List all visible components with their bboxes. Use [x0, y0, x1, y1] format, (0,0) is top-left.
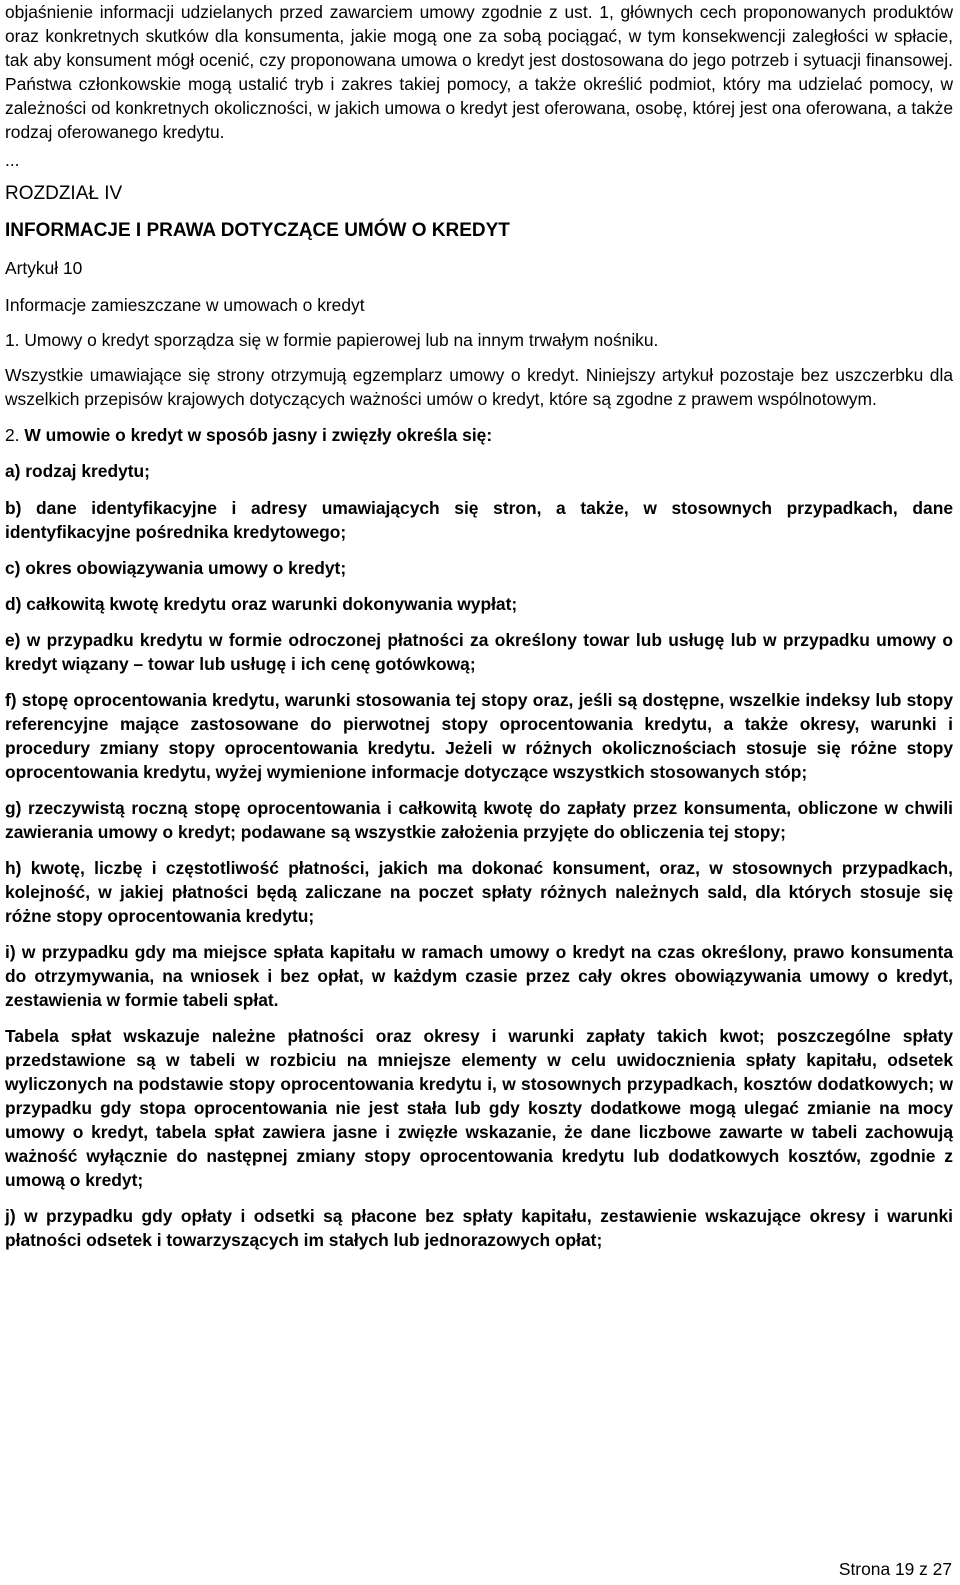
point-2	[5, 423, 953, 447]
document-page	[5, 0, 953, 1252]
item-i-table: Tabela spłat wskazuje należne płatności oraz okresy i warunki zapłaty takich kwot; poszczególne spłaty przedstawione są w tabeli w rozbiciu na mniejsze elementy w celu uwidocznienia spłaty kapitału, odsetek wyliczonych na podstawie stopy oprocentowania kredytu i, w stosownych przypadkach, kosztów dodatkowych; w przypadku gdy stopa oprocentowania nie jest stała lub gdy koszty dodatkowe mogą ulegać zmianie na mocy umowy o kredyt, tabela spłat zawiera jasne i zwięzłe wskazanie, że dane liczbowe zawarte w tabeli zachowują ważność wyłącznie do następnej zmiany stopy oprocentowania kredytu lub dodatkowych kosztów, zgodnie z umową o kredyt;	[5, 1026, 953, 1190]
point-1-continuation: Wszystkie umawiające się strony otrzymują egzemplarz umowy o kredyt. Niniejszy artykuł pozostaje bez uszczerbku dla wszelkich przepisów krajowych dotyczących ważności umów o kredyt, które są zgodne z prawem wspólnotowym.	[5, 365, 953, 409]
item-a: a) rodzaj kredytu;	[5, 461, 150, 481]
item-i: i) w przypadku gdy ma miejsce spłata kapitału w ramach umowy o kredyt na czas określony, prawo konsumenta do otrzymywania, na wniosek i bez opłat, w każdym czasie przez cały okres obowiązywania umowy o kredyt, zestawienia w formie tabeli spłat.	[5, 942, 953, 1010]
item-d: d) całkowitą kwotę kredytu oraz warunki dokonywania wypłat;	[5, 594, 518, 614]
point-1: 1. Umowy o kredyt sporządza się w formie papierowej lub na innym trwałym nośniku.	[5, 330, 659, 350]
intro-paragraph: objaśnienie informacji udzielanych przed zawarciem umowy zgodnie z ust. 1, głównych cech proponowanych produktów oraz konkretnych skutków dla konsumenta, jakie mogą one za sobą pociągać, w tym konsekwencji zaległości w spłacie, tak aby konsument mógł ocenić, czy proponowana umowa o kredyt jest dostosowana do jego potrzeb i sytuacji finansowej. Państwa członkowskie mogą ustalić tryb i zakres takiej pomocy, a także określić podmiot, który ma udzielać pomocy, w zależności od konkretnych okoliczności, w jakich umowa o kredyt jest oferowana, osobę, której jest ona oferowana, a także rodzaj oferowanego kredytu.	[5, 2, 953, 142]
point-2-lead: W umowie o kredyt w sposób jasny i zwięzły określa się:	[24, 425, 493, 445]
chapter-number: ROZDZIAŁ IV	[5, 183, 123, 204]
item-g: g) rzeczywistą roczną stopę oprocentowania i całkowitą kwotę do zapłaty przez konsumenta, obliczone w chwili zawierania umowy o kredyt; podawane są wszystkie założenia przyjęte do obliczenia tej stopy;	[5, 798, 953, 842]
item-c: c) okres obowiązywania umowy o kredyt;	[5, 558, 347, 578]
item-f: f) stopę oprocentowania kredytu, warunki stosowania tej stopy oraz, jeśli są dostępne, wszelkie indeksy lub stopy referencyjne mające zastosowane do pierwotnej stopy oprocentowania kredytu, a także okresy, warunki i procedury zmiany stopy oprocentowania kredytu. Jeżeli w różnych okolicznościach stosuje się różne stopy oprocentowania kredytu, wyżej wymienione informacje dotyczące wszystkich stosowanych stóp;	[5, 690, 953, 782]
item-h: h) kwotę, liczbę i częstotliwość płatności, jakich ma dokonać konsument, oraz, w stosownych przypadkach, kolejność, w jakiej płatności będą zaliczane na poczet spłaty różnych należnych sald, dla których stosuje się różne stopy oprocentowania kredytu;	[5, 858, 953, 926]
item-b: b) dane identyfikacyjne i adresy umawiających się stron, a także, w stosownych przypadkach, dane identyfikacyjne pośrednika kredytowego;	[5, 498, 953, 542]
ellipsis: ...	[5, 150, 20, 170]
article-title: Informacje zamieszczane w umowach o kredyt	[5, 295, 365, 315]
item-j: j) w przypadku gdy opłaty i odsetki są płacone bez spłaty kapitału, zestawienie wskazujące okresy i warunki płatności odsetek i towarzyszących im stałych lub jednorazowych opłat;	[5, 1206, 953, 1250]
page-number-footer: Strona 19 z 27	[838, 1559, 952, 1579]
item-e: e) w przypadku kredytu w formie odroczonej płatności za określony towar lub usługę lub w przypadku umowy o kredyt wiązany – towar lub usługę i ich cenę gotówkową;	[5, 630, 953, 674]
article-number: Artykuł 10	[5, 258, 83, 278]
chapter-title: INFORMACJE I PRAWA DOTYCZĄCE UMÓW O KREDYT	[5, 220, 510, 241]
point-2-number: 2.	[5, 425, 20, 445]
